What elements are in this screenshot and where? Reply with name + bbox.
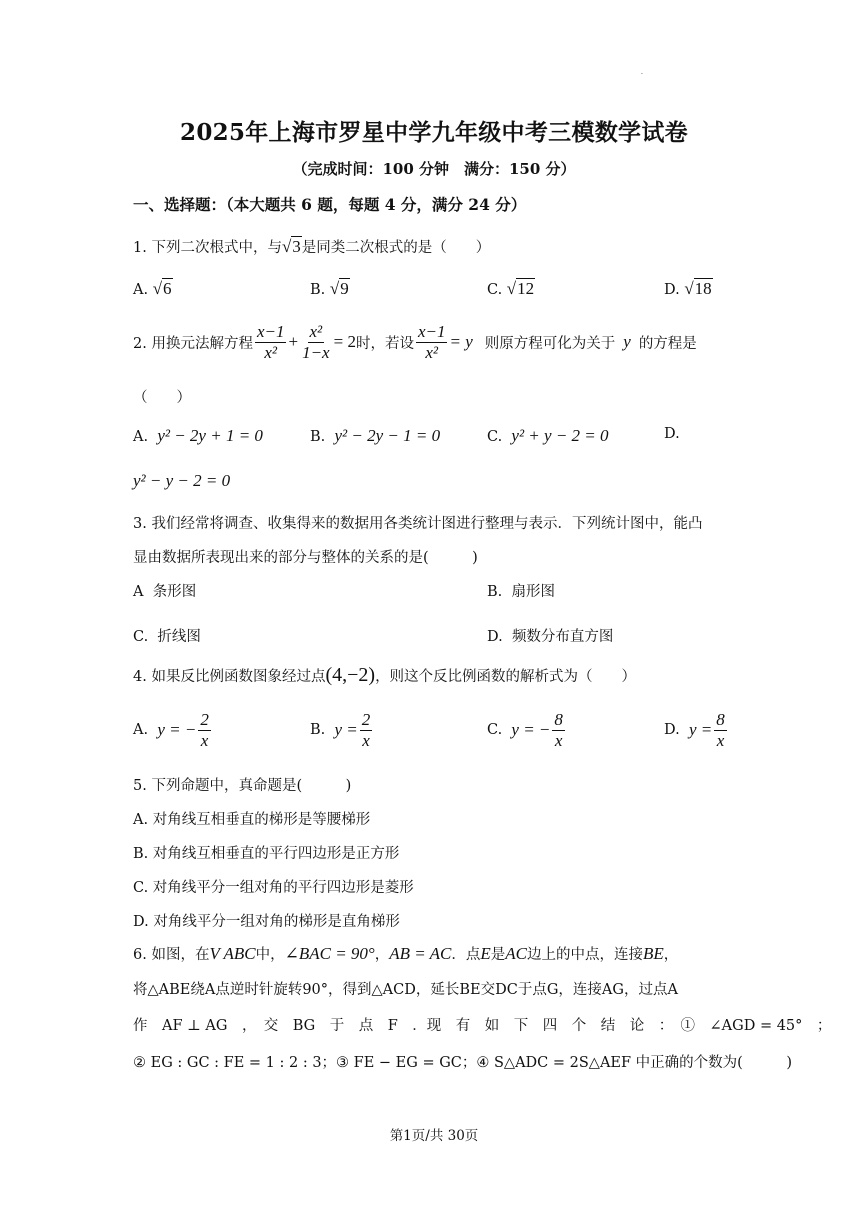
sqrt-3: √3 [281,237,301,256]
q5-option-c: C. 对角线平分一组对角的平行四边形是菱形 [133,880,414,896]
q4-stem: 4. 如果反比例函数图象经过点(4,−2)，则这个反比例函数的解析式为（ ） [133,664,637,686]
q1-option-b: B. √9 [310,279,349,298]
page-footer: 第1页/共 30页 [389,1128,479,1144]
q4-option-a: A. y = − $\frac{2}{x}$ [133,710,209,750]
q6-line2: 将△ABE绕A点逆时针旋转90°，得到△ACD，延长BE交DC于点G，连接AG，过点A [133,982,678,998]
q1-stem: 1. 下列二次根式中，与√3是同类二次根式的是（ ） [133,237,491,256]
q3-option-a: A 条形图 [133,584,197,600]
q6-line1: 6. 如图，在V ABC中，∠BAC = 90°，AB = AC．点E是AC边上的中点，连接BE， [133,944,679,963]
point: (4,−2) [325,664,376,686]
section-heading: 一、选择题：（本大题共 6 题，每题 4 分，满分 24 分） [133,195,527,214]
q1-option-a: A. √6 [133,279,172,298]
q4-option-d: D. y = $\frac{8}{x}$ [664,710,725,750]
q5-option-b: B. 对角线互相垂直的平行四边形是正方形 [133,846,400,862]
q2-option-d-label: D. [664,426,680,442]
q1-option-d: D. √18 [664,279,712,298]
q5-stem: 5. 下列命题中，真命题是( ) [133,778,352,794]
q2-option-a: A. y² − 2y + 1 = 0 [133,426,263,445]
exam-subtitle: （完成时间：100 分钟 满分：150 分） [292,160,576,178]
fraction: $\frac{\text{x²}}{1-x}$ [302,322,330,362]
q5-option-d: D. 对角线平分一组对角的梯形是直角梯形 [133,914,400,930]
exam-title: 2025年上海市罗星中学九年级中考三模数学试卷 [180,119,688,146]
q4-option-c: C. y = − $\frac{8}{x}$ [487,710,563,750]
q2-option-c: C. y² + y − 2 = 0 [487,426,609,445]
corner-mark: · [641,71,643,78]
q6-line4: ② EG : GC : FE = 1 : 2 : 3；③ FE − EG = GC；④ S△ADC = 2S△AEF 中正确的个数为( ) [133,1055,792,1071]
q2-stem: 2. 用换元法解方程 $\frac{x-1}{\text{x²}}$ + $\frac{\text{x²}}{1-x}$ = 2 时，若设 $\frac{x-1}{\text{x²}}$ = y 则原方程可化为关于 y 的方程是 [133,322,697,362]
q6-line3: 作 AF ⊥ AG ， 交 BG 于 点 F ．现 有 如 下 四 个 结 论 ： ① ∠AGD = 45° ； [133,1018,832,1034]
fraction: $\frac{x-1}{\text{x²}}$ [256,322,285,362]
q3-option-c: C. 折线图 [133,629,201,645]
q5-option-a: A. 对角线互相垂直的梯形是等腰梯形 [133,812,371,828]
fraction: $\frac{x-1}{\text{x²}}$ [417,322,446,362]
q2-option-d: y² − y − 2 = 0 [133,471,231,490]
q3-option-b: B. 扇形图 [487,584,555,600]
q2-option-b: B. y² − 2y − 1 = 0 [310,426,441,445]
q3-stem-line2: 显由数据所表现出来的部分与整体的关系的是( ) [133,550,478,566]
q4-option-b: B. y = $\frac{2}{x}$ [310,710,371,750]
q3-option-d: D. 频数分布直方图 [487,629,614,645]
q1-option-c: C. √12 [487,279,535,298]
q2-paren: （ ） [133,390,191,406]
q3-stem-line1: 3. 我们经常将调查、收集得来的数据用各类统计图进行整理与表示．下列统计图中，能凸 [133,516,703,532]
